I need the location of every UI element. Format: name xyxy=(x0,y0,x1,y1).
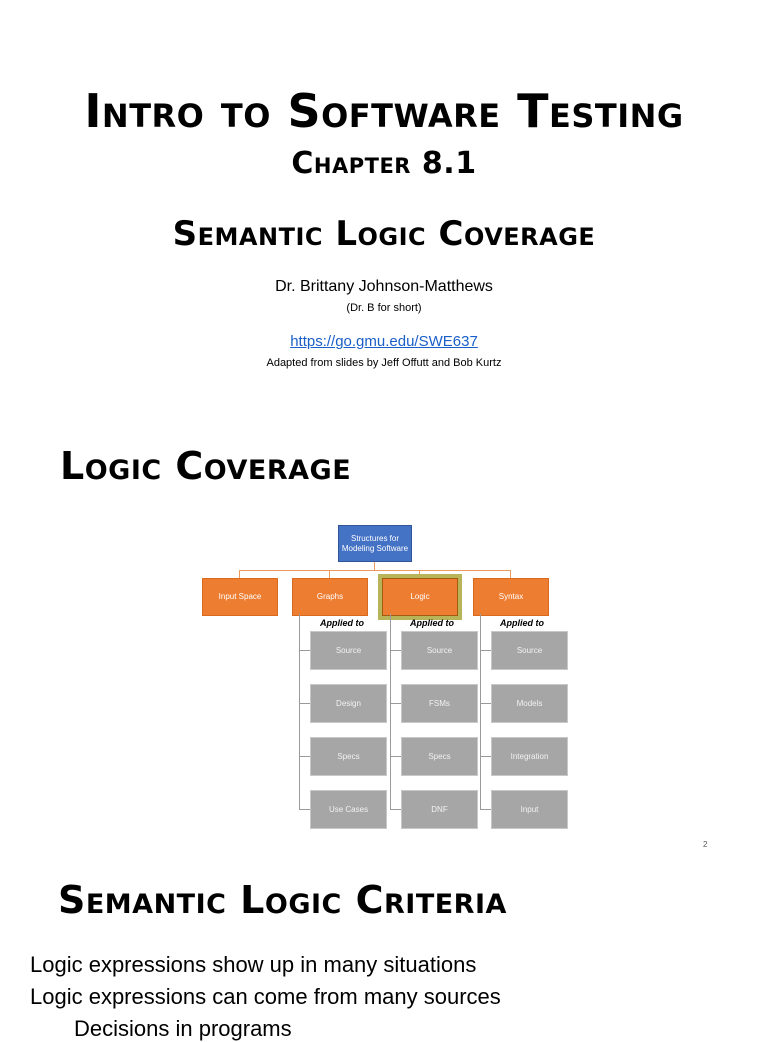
slide-heading: Logic Coverage xyxy=(60,444,352,488)
course-link[interactable]: https://go.gmu.edu/SWE637 xyxy=(290,333,478,350)
slide-heading: Semantic Logic Criteria xyxy=(58,878,507,922)
syntax-item-integration: Integration xyxy=(491,737,568,776)
applied-to-label-graphs: Applied to xyxy=(320,618,364,628)
sub-bullet-item: Decisions in programs xyxy=(74,1016,292,1041)
category-syntax: Syntax xyxy=(473,578,549,616)
author-name: Dr. Brittany Johnson-Matthews xyxy=(275,278,493,295)
syntax-item-input: Input xyxy=(491,790,568,829)
graphs-item-use-cases: Use Cases xyxy=(310,790,387,829)
page-number: 2 xyxy=(703,840,708,849)
syntax-item-models: Models xyxy=(491,684,568,723)
category-input-space: Input Space xyxy=(202,578,278,616)
slide-subtitle: Semantic Logic Coverage xyxy=(172,214,596,254)
slide-title: Intro to Software Testing xyxy=(84,84,684,138)
logic-item-fsms: FSMs xyxy=(401,684,478,723)
logic-item-specs: Specs xyxy=(401,737,478,776)
semantic-logic-criteria-slide xyxy=(0,868,768,1041)
author-short-name: (Dr. B for short) xyxy=(346,302,422,314)
adapted-credit: Adapted from slides by Jeff Offutt and Bob Kurtz xyxy=(266,357,502,369)
graphs-item-source: Source xyxy=(310,631,387,670)
root-structures-box: Structures for Modeling Software xyxy=(338,525,412,562)
graphs-item-design: Design xyxy=(310,684,387,723)
graphs-item-specs: Specs xyxy=(310,737,387,776)
applied-to-label-logic: Applied to xyxy=(410,618,454,628)
logic-item-source: Source xyxy=(401,631,478,670)
bullet-item: Logic expressions show up in many situations xyxy=(30,952,477,977)
logic-item-dnf: DNF xyxy=(401,790,478,829)
bullet-item: Logic expressions can come from many sources xyxy=(30,984,501,1009)
chapter-label: Chapter 8.1 xyxy=(291,146,477,181)
applied-to-label-syntax: Applied to xyxy=(500,618,544,628)
logic-coverage-slide xyxy=(0,430,768,860)
category-graphs: Graphs xyxy=(292,578,368,616)
category-logic: Logic xyxy=(382,578,458,616)
syntax-item-source: Source xyxy=(491,631,568,670)
title-slide xyxy=(0,0,768,400)
